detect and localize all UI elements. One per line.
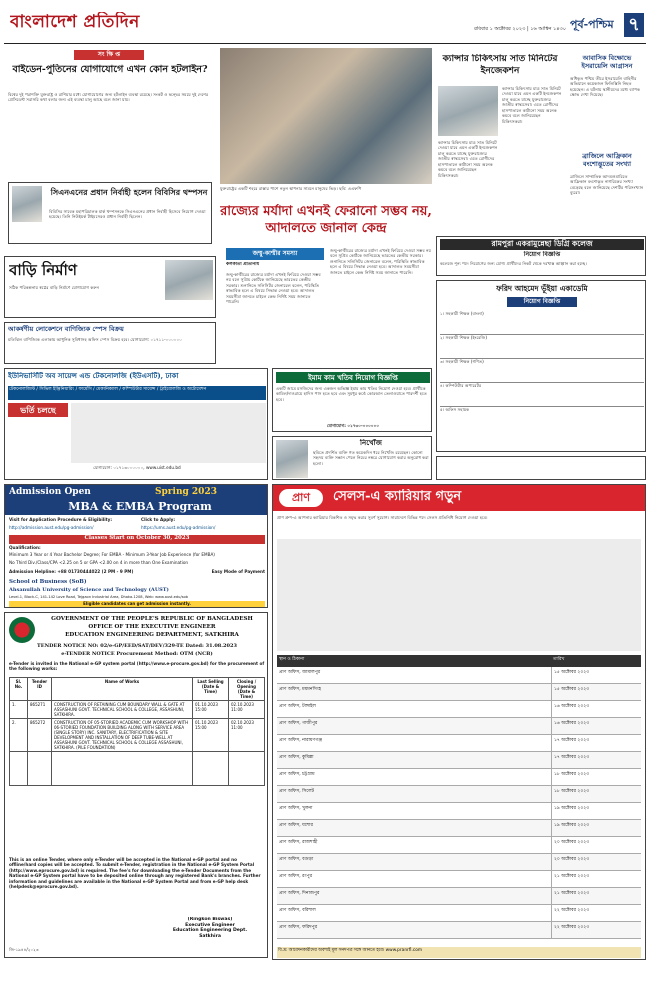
right2-body: ব্রাজিলে সাম্প্রতিক আদমশুমারিতে আফ্রিকান বংশোদ্ভূত নাগরিকের সংখ্যা বেড়েছে বলে জানিয়েছে দেশটির পরিসংখ্যান ব্যুরো। bbox=[570, 174, 644, 196]
pran-row-date: ১৮ অক্টোবর ২০২৩ bbox=[551, 769, 641, 785]
pran-table-row bbox=[277, 718, 641, 735]
pran-row-location: প্রাণ অফিস, নারায়ণগঞ্জ bbox=[279, 738, 323, 743]
brief1-headline: বাইডেন-পুতিনের যোগাযোগে এখন কোন হটলাইন? bbox=[12, 64, 208, 75]
pran-row-date: ২১ অক্টোবর ২০২৩ bbox=[551, 871, 641, 887]
bari-ad-body: সঠিক পরিকল্পনায় স্বপ্নের বাড়ি নির্মাণে যোগাযোগ করুন bbox=[9, 285, 100, 290]
pran-row-date: ২০ অক্টোবর ২০২৩ bbox=[551, 837, 641, 853]
pran-table-header bbox=[277, 655, 641, 667]
pran-row-date: ১৭ অক্টোবর ২০২৩ bbox=[551, 752, 641, 768]
page-number: ৭ bbox=[624, 13, 644, 37]
mba-address: Level-1, Block-C, 141-142 Love Road, Tejgaon Industrial Area, Dhaka-1208, Web: www.aust.edu/sob bbox=[9, 595, 188, 599]
tender-cell: 1. bbox=[10, 701, 28, 719]
mba-payment: Easy Mode of Payment bbox=[211, 569, 265, 574]
date-line: রবিবার ১ অক্টোবর ২০২৩ | ১৬ আশ্বিন ১৪৩০ bbox=[474, 26, 566, 32]
uist-info-box bbox=[71, 403, 266, 463]
pran-table-row bbox=[277, 752, 641, 769]
pran-table-row bbox=[277, 769, 641, 786]
imam-body: একটি জামে মসজিদের জন্য একজন অভিজ্ঞ ইমাম কাম খতিব নিয়োগ দেওয়া হবে। প্রার্থীকে কামিল/দাওরায়ে হাদিস পাস হতে হবে এবং সুমধুর কণ্ঠে কোরআন তেলাওয়াতে পারদর্শী হতে হবে। bbox=[276, 386, 427, 402]
pran-job-details bbox=[277, 539, 641, 651]
pran-row-date: ২২ অক্টোবর ২০২৩ bbox=[551, 905, 641, 921]
cancer-body: ক্যান্সার চিকিৎসায় মাত্র সাত মিনিটে দেওয়া যাবে এমন একটি ইনজেকশন চালু করতে যাচ্ছে যুক্তরাজ্যের জাতীয় স্বাস্থ্যসেবা। এতে রোগীদের হাসপাতালে কাটানো সময় অনেক কমবে বলে জানিয়েছেন চিকিৎসকরা। bbox=[502, 86, 562, 124]
tender-cell: 02.10.2023 11:00 bbox=[229, 701, 265, 719]
pran-table-row bbox=[277, 837, 641, 854]
pran-intro: প্রাণ গ্রুপ-এ আপনার ক্যারিয়ার বিকশিত ও সমৃদ্ধ করার সুবর্ণ সুযোগ। সারাদেশে বিভিন্ন পদে সেলস প্রতিনিধি নিয়োগ দেওয়া হবে। bbox=[277, 515, 488, 520]
tender-col-selling: Last Selling (Date & Time) bbox=[193, 678, 229, 701]
cancer-photo bbox=[438, 86, 498, 136]
section-title: পূর্ব-পশ্চিম bbox=[570, 18, 614, 31]
rampura-subtitle: নিয়োগ বিজ্ঞপ্তি bbox=[523, 251, 561, 258]
tender-cell bbox=[193, 752, 229, 786]
tender-department: EDUCATION ENGINEERING DEPARTMENT, SATKHIRA bbox=[65, 632, 239, 638]
pran-table-row bbox=[277, 701, 641, 718]
tender-signature bbox=[155, 917, 265, 953]
pran-row-location: প্রাণ অফিস, টাঙ্গাইল bbox=[279, 704, 316, 709]
right1-headline: আবাসিক বিক্ষোভে ইসরায়েলি আগ্রাসন bbox=[581, 54, 633, 71]
story-byline: কলকাতা প্রতিনিধি bbox=[226, 262, 260, 267]
tender-table-row bbox=[10, 701, 265, 719]
brief2-headline: সিএনএনের প্রধান নির্বাহী হলেন বিবিসির থম্পসন bbox=[50, 187, 208, 197]
pran-row-location: প্রাণ অফিস, খুলনা bbox=[279, 806, 313, 811]
tender-table-header bbox=[10, 678, 265, 701]
mba-university: Ahsanullah University of Science and Technology (AUST) bbox=[9, 587, 169, 593]
cancer-story bbox=[436, 48, 564, 234]
government-seal-icon bbox=[9, 617, 35, 643]
bari-ad-title: বাড়ি নির্মাণ bbox=[9, 261, 77, 279]
pran-table-row bbox=[277, 888, 641, 905]
pran-row-location: প্রাণ অফিস, জামালপুর bbox=[279, 670, 321, 675]
signer-title: Executive Engineer bbox=[185, 922, 235, 928]
tender-col-sl: Sl. No. bbox=[10, 678, 28, 701]
farid-row: ৩। সহকারী শিক্ষক (গণিত) bbox=[440, 359, 644, 383]
tender-notice-method: e-TENDER NOTICE Procurement Method: OTM (NCB) bbox=[61, 651, 213, 657]
pran-footer: বি.দ্র: আবেদনকারীদের অবশ্যই মূল সনদপত্র সঙ্গে আনতে হবে। www.pranrfl.com bbox=[277, 947, 641, 958]
tender-col-closing: Closing / Opening (Date & Time) bbox=[229, 678, 265, 701]
pran-row-location: প্রাণ অফিস, বগুড়া bbox=[279, 857, 314, 862]
pran-row-date: ১৯ অক্টোবর ২০২৩ bbox=[551, 820, 641, 836]
mba-visit-label: Visit for Application Procedure & Eligibility: bbox=[9, 517, 113, 522]
pran-row-date: ২০ অক্টোবর ২০২৩ bbox=[551, 854, 641, 870]
farid-row: ৫। অফিস সহায়ক bbox=[440, 407, 470, 412]
pran-row-location: প্রাণ অফিস, কুমিল্লা bbox=[279, 755, 314, 760]
cancer-body-2: ক্যান্সার চিকিৎসায় মাত্র সাত মিনিটে দেওয়া যাবে এমন একটি ইনজেকশন চালু করতে যাচ্ছে যুক্তরাজ্যের জাতীয় স্বাস্থ্যসেবা। এতে রোগীদের হাসপাতালে কাটানো সময় অনেক কমবে বলে জানিয়েছেন চিকিৎসকরা। bbox=[438, 140, 498, 178]
pran-row-location: প্রাণ অফিস, গাজীপুর bbox=[279, 721, 318, 726]
tender-cell bbox=[52, 752, 193, 786]
uist-ad bbox=[4, 368, 268, 480]
tender-notice-number: TENDER NOTICE NO: 02/e-GP/EED/SAT/DEV/329-TE Dated: 31.08.2023 bbox=[37, 643, 237, 649]
pran-recruitment-ad bbox=[272, 484, 646, 960]
pran-row-date: ১৮ অক্টোবর ২০২৩ bbox=[551, 786, 641, 802]
signer-department: Education Engineering Dept. bbox=[172, 928, 248, 934]
tender-cell bbox=[28, 752, 52, 786]
tender-cell bbox=[229, 752, 265, 786]
tender-table bbox=[9, 677, 265, 853]
pran-row-date: ২২ অক্টোবর ২০২৩ bbox=[551, 922, 641, 938]
imam-contact: যোগাযোগ: ০১৭৩০-০০০০০০ bbox=[326, 423, 380, 428]
farid-academy-ad bbox=[436, 280, 646, 452]
pran-row-date: ১৭ অক্টোবর ২০২৩ bbox=[551, 735, 641, 751]
missing-body: ছবিতে প্রদর্শিত ব্যক্তি গত কয়েকদিন ধরে নিখোঁজ রয়েছেন। কোনো সহৃদয় ব্যক্তি সন্ধান পেলে নিচের নম্বরে যোগাযোগ করার অনুরোধ করা হলো। bbox=[313, 450, 429, 466]
pran-header-date: তারিখ bbox=[553, 657, 565, 662]
flat-ad-title: আকর্ষণীয় লোকেশনে বাণিজ্যিক স্পেস বিক্রয় bbox=[8, 325, 124, 333]
signer-name: (Ringkon Biswas) bbox=[187, 917, 233, 922]
pran-table-row bbox=[277, 922, 641, 939]
farid-subtitle: নিয়োগ বিজ্ঞপ্তি bbox=[507, 297, 577, 307]
pran-row-location: প্রাণ অফিস, রংপুর bbox=[279, 874, 313, 879]
tender-table-row bbox=[10, 752, 265, 786]
brief2-box bbox=[8, 182, 212, 244]
aust-mba-ad bbox=[4, 484, 268, 608]
pran-header-location: স্থান ও ঠিকানা bbox=[279, 657, 305, 662]
briefs-tag: সং ক্ষি প্ত bbox=[74, 50, 144, 60]
pran-row-location: প্রাণ অফিস, ফরিদপুর bbox=[279, 925, 318, 930]
mba-title: MBA & EMBA Program bbox=[68, 500, 212, 513]
tender-table-body bbox=[10, 701, 265, 786]
pran-row-location: প্রাণ অফিস, যশোর bbox=[279, 823, 313, 828]
right-briefs bbox=[568, 48, 646, 234]
signer-location: Satkhira bbox=[199, 934, 221, 940]
pran-row-location: প্রাণ অফিস, ময়মনসিংহ bbox=[279, 687, 322, 692]
rampura-title: রামপুরা একরামুন্নেছা ডিগ্রি কলেজ bbox=[440, 239, 644, 250]
mba-qualification-label: Qualification: bbox=[9, 545, 41, 550]
pran-banner bbox=[273, 485, 645, 511]
bari-ad-image bbox=[165, 260, 213, 300]
tender-cell: 01.10.2023 15:00 bbox=[193, 701, 229, 719]
pran-table-row bbox=[277, 735, 641, 752]
uist-admission-badge: ভর্তি চলছে bbox=[8, 403, 68, 417]
pran-schedule-table bbox=[277, 655, 641, 945]
mba-apply-label: Click to Apply: bbox=[141, 517, 176, 522]
pran-table-row bbox=[277, 684, 641, 701]
missing-person-ad bbox=[272, 436, 432, 480]
tender-footer-text: This is an online Tender, where only e-Tender will be accepted in the National e-GP portal and no offline/hard copies will be accepted. To submit e-Tender, registration in the National e-GP System Portal (http://www.eprocure.gov.bd) is required. The fee's for downloading the e-Tender Documents from the National e-GP System portal have to be deposited online through any registered Bank's branches. Further information and guidelines are available in the National e-GP System Portal and from e-GP help desk (helpdesk@eprocure.gov.bd). bbox=[9, 857, 261, 890]
story-tag: জম্মু-কাশ্মীর সমস্যা bbox=[226, 248, 324, 260]
pran-table-row bbox=[277, 854, 641, 871]
brief2-photo bbox=[12, 186, 42, 222]
tender-office: OFFICE OF THE EXECUTIVE ENGINEER bbox=[88, 624, 216, 630]
photo-caption: যুক্তরাষ্ট্রের একটি শহরে রাস্তার পাশে নতুন স্থাপনার সামনে মানুষের ভিড়। ছবি: এএফপি bbox=[220, 186, 362, 191]
street-photo bbox=[220, 48, 432, 184]
mba-spring: Spring 2023 bbox=[155, 487, 217, 497]
mba-class-start: Classes Start on October 30, 2023 bbox=[9, 535, 265, 544]
pran-row-date: ১৬ অক্টোবর ২০২৩ bbox=[551, 718, 641, 734]
commercial-space-ad bbox=[4, 322, 216, 364]
farid-title: ফরিদ আহমেদ ভূঁইয়া একাডেমি bbox=[496, 284, 588, 293]
missing-title: নিখোঁজ bbox=[360, 439, 382, 447]
pran-row-date: ১৬ অক্টোবর ২০২৩ bbox=[551, 701, 641, 717]
pran-table-row bbox=[277, 820, 641, 837]
imam-ad bbox=[272, 368, 432, 432]
mba-apply-url[interactable]: https://ums.aust.edu/pg-admission/ bbox=[141, 525, 216, 530]
pran-row-location: প্রাণ অফিস, রাজশাহী bbox=[279, 840, 318, 845]
tender-col-id: Tender ID bbox=[28, 678, 52, 701]
tender-notice bbox=[4, 612, 268, 958]
pran-table-body bbox=[277, 667, 641, 939]
mba-banner bbox=[5, 485, 267, 515]
flat-ad-body: মতিঝিল বাণিজ্যিক এলাকায় আধুনিক সুবিধাসহ অফিস স্পেস বিক্রয় হবে। যোগাযোগ: ০১৭১১-০০০০০০ bbox=[8, 337, 182, 342]
masthead bbox=[4, 8, 646, 44]
uist-programs: টেকনোলজিস্ট / সিভিল ইঞ্জিনিয়ারিং / ফার্মেসি / মেকানিক্যাল / কম্পিউটার সায়েন্স / ট্রাইবোলজি ও অটোমেশন bbox=[8, 386, 266, 400]
rampura-body: কলেজে শূন্য পদে নিয়োগের জন্য যোগ্য প্রার্থীদের নিকট থেকে দরখাস্ত আহ্বান করা হচ্ছে। bbox=[440, 261, 587, 266]
tender-cell: 2. bbox=[10, 719, 28, 752]
tender-cell: CONSTRUCTION OF 05-STORIED ACADEMIC CUM WORKSHOP WITH 06-STORIED FOUNDATION BUILDING ALONG WITH SERVICE AREA (SINGLE STORY) INC. SANITARY, ELECTRIFICATION & SITE DEVELOPMENT AND INSTALLATION OF DEEP TUBE-WELL AT ASSASHUNI GOVT. TECHNICAL SCHOOL & COLLEGE ASSASHUNI, SATKHIRA. (PILE FOUNDATION) bbox=[52, 719, 193, 752]
right2-headline: ব্রাজিলে আফ্রিকান বংশোদ্ভূতের সংখ্যা bbox=[582, 152, 632, 169]
cancer-headline: ক্যান্সার চিকিৎসায় সাত মিনিটের ইনজেকশন bbox=[442, 54, 558, 76]
pran-table-row bbox=[277, 803, 641, 820]
story-body-col1: জম্মু-কাশ্মীরের রাজ্যের মর্যাদা এখনই ফিরিয়ে দেওয়া সম্ভব নয় বলে সুপ্রিম কোর্টকে জানিয়েছে ভারতের কেন্দ্রীয় সরকার। শুনানিতে সলিসিটর জেনারেল বলেন, পরিস্থিতি স্বাভাবিক হলে এ বিষয়ে সিদ্ধান্ত নেওয়া হবে। আদালত সময়সীমা জানতে চাইলে কেন্দ্র নির্দিষ্ট সময় জানাতে পারেনি। bbox=[226, 272, 321, 305]
tender-cell: 01.10.2023 15:00 bbox=[193, 719, 229, 752]
pran-row-location: প্রাণ অফিস, সিলেট bbox=[279, 789, 314, 794]
pran-table-row bbox=[277, 667, 641, 684]
masthead-logo: বাংলাদেশ প্রতিদিন bbox=[10, 12, 140, 32]
farid-row: ২। সহকারী শিক্ষক (ইংরেজি) bbox=[440, 335, 644, 359]
small-notice bbox=[436, 456, 646, 480]
bari-nirman-ad bbox=[4, 256, 216, 318]
tender-intro: e-Tender is invited in the National e-GP system portal (http://www.e-procure.gov.bd) for the procurement of the following works: bbox=[9, 661, 265, 672]
pran-table-row bbox=[277, 905, 641, 922]
brief1-body: বিশ্বের দুই পরাশক্তি যুক্তরাষ্ট্র ও রাশিয়ার মধ্যে যোগাযোগের জন্য হটলাইন ব্যবস্থা রয়েছে। সংকট ও দ্বন্দ্বের সময়ে দুই দেশের প্রেসিডেন্ট সরাসরি কথা বলার জন্য এই ব্যবস্থা চালু আছে বলে জানা যায়। bbox=[8, 92, 209, 103]
tender-cell: CONSTRUCTION OF RETAINING CUM BOUNDARY WALL & GATE AT ASSASHUNI GOVT. TECHNICAL SCHOOL & COLLEGE, ASSASHUNI, SATKHIRA. bbox=[52, 701, 193, 719]
pran-table-row bbox=[277, 871, 641, 888]
main-headline: রাজ্যের মর্যাদা এখনই ফেরানো সম্ভব নয়, আদালতে জানাল কেন্দ্র bbox=[220, 204, 432, 236]
tender-col-works: Name of Works bbox=[52, 678, 193, 701]
pran-row-date: ১৫ অক্টোবর ২০২৩ bbox=[551, 684, 641, 700]
mba-helpline: Admission Helpline: +88 01730444022 (2 PM - 9 PM) bbox=[9, 569, 134, 574]
pran-logo: প্রাণ bbox=[279, 489, 323, 507]
mba-school: School of Business (SoB) bbox=[9, 579, 87, 585]
tender-code: জি-১৯৪৪/২০২৩ bbox=[9, 947, 39, 952]
mba-requirement-2: No Third Div./Class/CPA <2.25 on 5 or GPA <2.00 on 4 in more than One Examination bbox=[9, 560, 189, 565]
mba-admission: Admission Open bbox=[9, 487, 91, 497]
mba-requirement-1: Minimum 3 Year or 4 Year Bachelor Degree; For EMBA - Minimum 3-Year Job Experience (for EMBA) bbox=[9, 552, 215, 557]
tender-cell: 865271 bbox=[28, 701, 52, 719]
story-body-col2: জম্মু-কাশ্মীরের রাজ্যের মর্যাদা এখনই ফিরিয়ে দেওয়া সম্ভব নয় বলে সুপ্রিম কোর্টকে জানিয়েছে ভারতের কেন্দ্রীয় সরকার। শুনানিতে সলিসিটর জেনারেল বলেন, পরিস্থিতি স্বাভাবিক হলে এ বিষয়ে সিদ্ধান্ত নেওয়া হবে। আদালত সময়সীমা জানতে চাইলে কেন্দ্র নির্দিষ্ট সময় জানাতে পারেনি। bbox=[330, 248, 431, 275]
uist-name: ইউনিভার্সিটি অব সায়েন্স এন্ড টেকনোলজি (ইউএসটি), ঢাকা bbox=[8, 372, 179, 380]
pran-title: সেলস-এ ক্যারিয়ার গড়ুন bbox=[333, 489, 462, 504]
pran-table-row bbox=[277, 786, 641, 803]
pran-row-date: ২১ অক্টোবর ২০২৩ bbox=[551, 888, 641, 904]
right1-body: অধিকৃত পশ্চিম তীরে ইসরায়েলি বাহিনীর অভিযানে কয়েকজন ফিলিস্তিনি নিহত হয়েছেন। এ ঘটনায় স্থানীয়দের মধ্যে ব্যাপক ক্ষোভ দেখা দিয়েছে। bbox=[570, 76, 640, 98]
brief2-body: বিবিসির সাবেক মহাপরিচালক মার্ক থম্পসনকে সিএনএনের প্রধান নির্বাহী হিসেবে নিয়োগ দেওয়া হয়েছে। তিনি নিউইয়র্ক টাইমসেরও প্রধান নির্বাহী ছিলেন। bbox=[49, 209, 206, 220]
uist-contact: যোগাযোগ: ০১৭১৩০০০০০০, www.uist.edu.bd bbox=[93, 465, 181, 470]
pran-row-location: প্রাণ অফিস, চট্টগ্রাম bbox=[279, 772, 315, 777]
pran-row-date: ১৯ অক্টোবর ২০২৩ bbox=[551, 803, 641, 819]
missing-photo bbox=[276, 440, 308, 478]
imam-title: ইমাম কাম খতিব নিয়োগ বিজ্ঞপ্তি bbox=[276, 372, 430, 383]
tender-cell: 02.10.2023 11:00 bbox=[229, 719, 265, 752]
mba-visit-url[interactable]: http://admission.aust.edu/pg-admission/ bbox=[9, 525, 94, 530]
pran-row-date: ১৫ অক্টোবর ২০২৩ bbox=[551, 667, 641, 683]
tender-table-row bbox=[10, 719, 265, 752]
rampura-college-ad bbox=[436, 236, 646, 276]
tender-cell bbox=[10, 752, 28, 786]
pran-row-location: প্রাণ অফিস, বরিশাল bbox=[279, 908, 316, 913]
tender-government: GOVERNMENT OF THE PEOPLE'S REPUBLIC OF BANGLADESH bbox=[51, 616, 253, 622]
farid-row: ৪। কম্পিউটার অপারেটর bbox=[440, 383, 644, 407]
briefs-column bbox=[4, 48, 216, 244]
tender-cell: 865272 bbox=[28, 719, 52, 752]
farid-positions bbox=[440, 311, 644, 449]
pran-row-location: প্রাণ অফিস, দিনাজপুর bbox=[279, 891, 320, 896]
farid-row: ১। সহকারী শিক্ষক (বাংলা) bbox=[440, 311, 644, 335]
mba-eligible-banner: Eligible candidates can get admission instantly. bbox=[9, 601, 265, 608]
